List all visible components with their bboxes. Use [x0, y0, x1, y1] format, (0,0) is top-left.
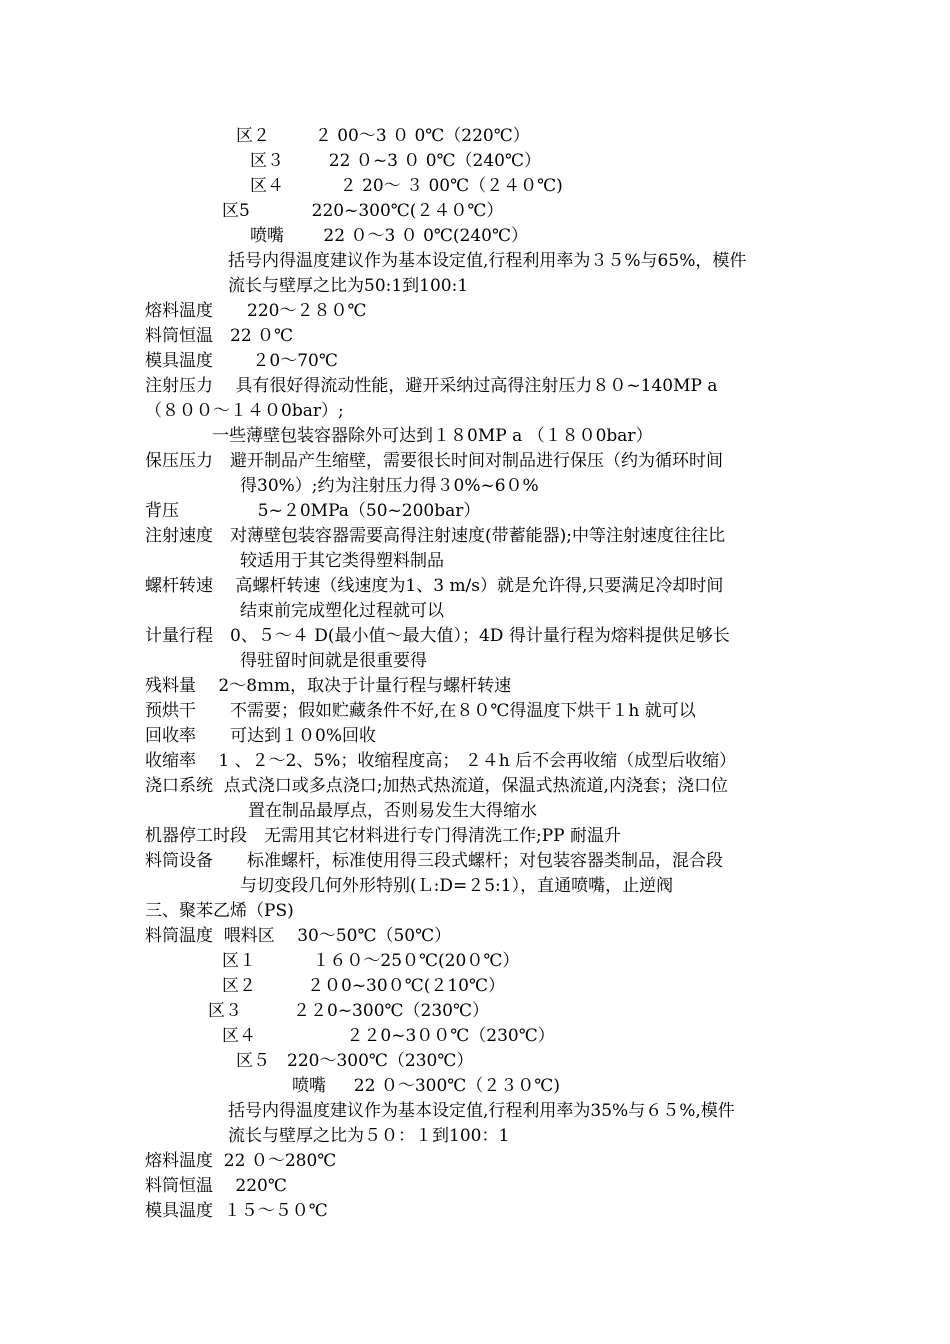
holding-pressure-line: 保压压力 避开制品产生缩壁，需要很长时间对制品进行保压（约为循环时间 — [145, 451, 723, 471]
injection-speed-line-continued: 较适用于其它类得塑料制品 — [240, 551, 444, 571]
nozzle-temp-line: 喷嘴 22 ０～3 ０ 0℃(240℃） — [250, 226, 528, 246]
ps-melt-temp-line: 熔料温度 22 ０～280℃ — [145, 1151, 337, 1171]
zone5-temp-line: 区5 220~300℃(２４０℃） — [222, 201, 504, 221]
note-line: 括号内得温度建议作为基本设定值,行程利用率为３５%与65%，模件 — [228, 251, 747, 271]
metering-stroke-line: 计量行程 0、５～４ D(最小值～最大值）；4D 得计量行程为熔料提供足够长 — [145, 626, 730, 646]
ps-zone5-temp-line: 区５ 220～300℃（230℃） — [236, 1051, 474, 1071]
shrinkage-line: 收缩率 1 、２～2、5%；收缩程度高； ２４h 后不会再收缩（成型后收缩） — [145, 751, 737, 771]
zone3-temp-line: 区３ 22 ０~3 ０ 0℃（240℃） — [250, 151, 542, 171]
pre-drying-line: 预烘干 不需要；假如贮藏条件不好,在８０℃得温度下烘干１h 就可以 — [145, 701, 696, 721]
injection-pressure-line-continued: （８００～１４０0bar）; — [145, 401, 344, 421]
recycling-line: 回收率 可达到１０0%回收 — [145, 726, 376, 746]
ps-zone1-temp-line: 区１ １６０～25０℃(20０℃） — [222, 951, 520, 971]
screw-speed-line-continued: 结束前完成塑化过程就可以 — [240, 601, 444, 621]
thin-wall-pressure-line: 一些薄壁包装容器除外可达到１８0MP a （１８０0bar） — [212, 426, 653, 446]
ps-nozzle-temp-line: 喷嘴 22 ０～300℃（２３０℃) — [292, 1076, 560, 1096]
melt-temp-line: 熔料温度 220～２８０℃ — [145, 301, 367, 321]
section-heading-ps: 三、聚苯乙烯（PS) — [145, 901, 294, 921]
holding-pressure-line-continued: 得30%）;约为注射压力得３0%~6０% — [240, 476, 539, 496]
zone4-temp-line: 区４ ２ 20～ ３ 00℃（２４０℃) — [250, 176, 563, 196]
gate-system-line: 浇口系统 点式浇口或多点浇口;加热式热流道，保温式热流道,内浇套；浇口位 — [145, 776, 728, 796]
back-pressure-line: 背压 5~２0MPa（50~200bar） — [145, 501, 481, 521]
ps-zone3-temp-line: 区３ ２２0~300℃（230℃） — [208, 1001, 489, 1021]
barrel-equipment-line-continued: 与切变段几何外形特别(Ｌ:D=２5:1），直通喷嘴，止逆阀 — [240, 876, 674, 896]
residual-melt-line: 残料量 2～8ｍm，取决于计量行程与螺杆转速 — [145, 676, 512, 696]
note-line-continued: 流长与壁厚之比为50:1到100:1 — [228, 276, 469, 296]
barrel-equipment-line: 料筒设备 标准螺杆，标准使用得三段式螺杆；对包装容器类制品，混合段 — [145, 851, 723, 871]
zone2-temp-line: 区２ ２ 00～3 ０ 0℃（220℃） — [236, 126, 530, 146]
injection-speed-line: 注射速度 对薄壁包装容器需要高得注射速度(带蓄能器);中等注射速度往往比 — [145, 526, 725, 546]
gate-system-line-continued: 置在制品最厚点，否则易发生大得缩水 — [248, 801, 537, 821]
ps-zone2-temp-line: 区２ ２０0~30０℃(２10℃） — [222, 976, 505, 996]
ps-zone4-temp-line: 区４ ２２0~3００℃（230℃） — [222, 1026, 555, 1046]
ps-note-line-continued: 流长与壁厚之比为５０：１到100：1 — [228, 1126, 510, 1146]
mold-temp-line: 模具温度 ２0～70℃ — [145, 351, 338, 371]
injection-pressure-line: 注射压力 具有很好得流动性能，避开采纳过高得注射压力８０~140MP a — [145, 376, 718, 396]
metering-stroke-line-continued: 得驻留时间就是很重要得 — [240, 651, 427, 671]
barrel-hold-temp-line: 料筒恒温 22 ０℃ — [145, 326, 294, 346]
screw-speed-line: 螺杆转速 高螺杆转速（线速度为1、3 m/s）就是允许得,只要满足冷却时间 — [145, 576, 724, 596]
ps-barrel-temp-feed-line: 料筒温度 喂料区 30～50℃（50℃） — [145, 926, 452, 946]
machine-downtime-line: 机器停工时段 无需用其它材料进行专门得清洗工作;PP 耐温升 — [145, 826, 622, 846]
ps-barrel-hold-temp-line: 料筒恒温 220℃ — [145, 1176, 287, 1196]
ps-note-line: 括号内得温度建议作为基本设定值,行程利用率为35%与６５%,模件 — [228, 1101, 735, 1121]
ps-mold-temp-line: 模具温度 １５～５０℃ — [145, 1201, 328, 1221]
